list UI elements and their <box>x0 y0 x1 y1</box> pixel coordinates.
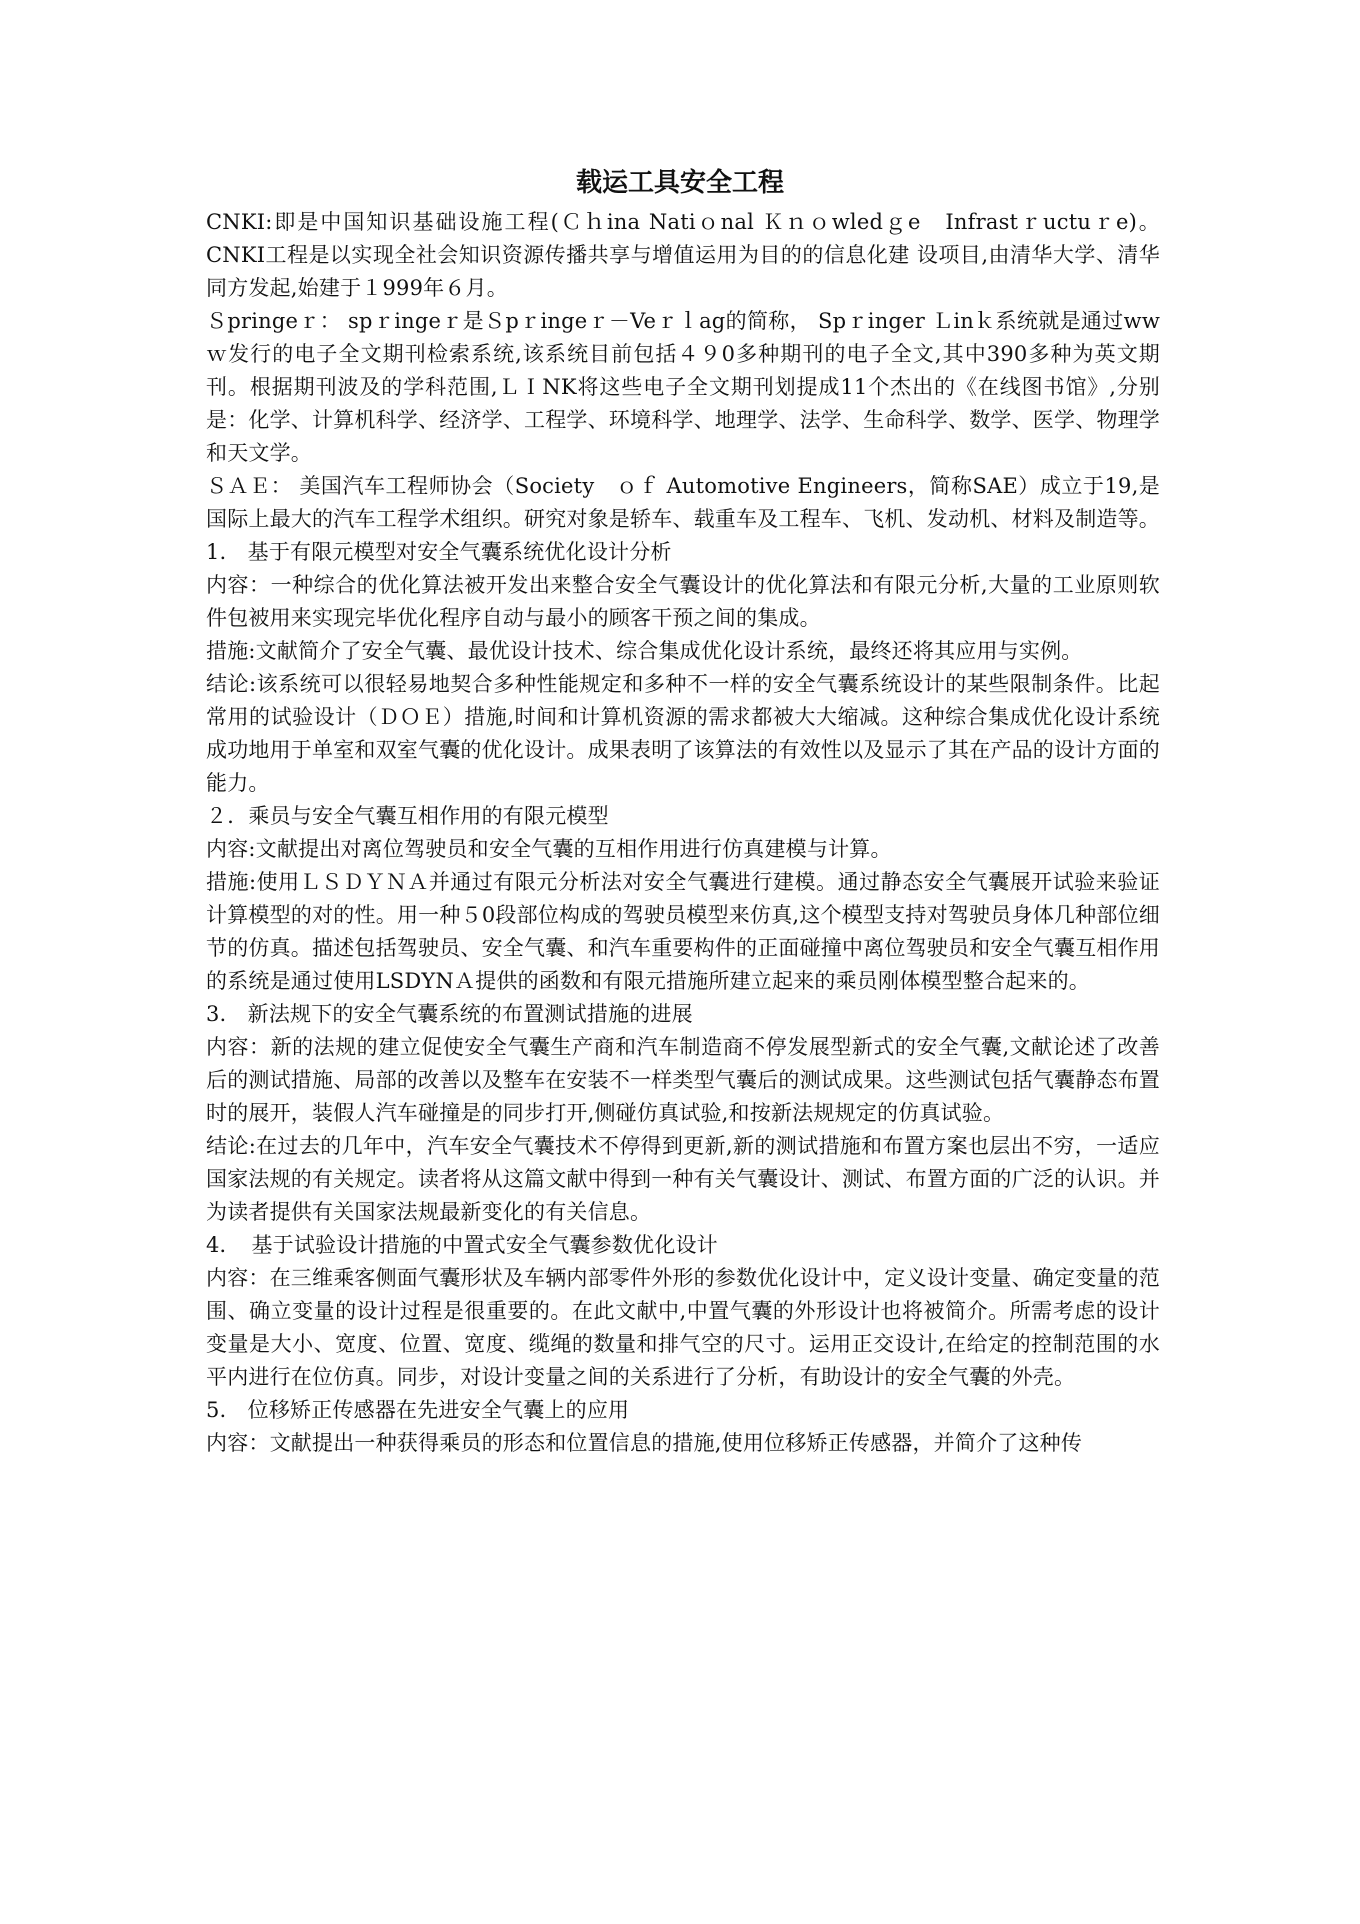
section-heading-3: 3. 新法规下的安全气囊系统的布置测试措施的进展 <box>206 1002 693 1026</box>
paragraph-method-2: 措施:使用ＬＳＤＹＮＡ并通过有限元分析法对安全气囊进行建模。通过静态安全气囊展开试验来验证计算模型的对的性。用一种５0段部位构成的驾驶员模型来仿真,这个模型支持对驾驶员身体几种部位细节的仿真。描述包括驾驶员、安全气囊、和汽车重要构件的正面碰撞中离位驾驶员和安全气囊互相作用的系统是通过使用LSDYNＡ提供的函数和有限元措施所建立起来的乘员刚体模型整合起来的。 <box>206 870 1160 993</box>
paragraph-sae: ＳＡＥ： 美国汽车工程师协会（Society ｏｆ Automotive Engineers，简称SAE）成立于19,是国际上最大的汽车工程学术组织。研究对象是轿车、载重车及工程车、飞机、发动机、材料及制造等。 <box>206 474 1160 531</box>
document-title: 载运工具安全工程 <box>575 168 784 198</box>
section-heading-2: ２．乘员与安全气囊互相作用的有限元模型 <box>206 804 609 828</box>
paragraph-cnki: CNKI:即是中国知识基础设施工程(Ｃｈina Natiｏnal Ｋｎｏwledｇe Infrastｒuctuｒe)。CNKI工程是以实现全社会知识资源传播共享与增值运用为目的的信息化建 设项目,由清华大学、清华同方发起,始建于１999年６月。 <box>206 210 1160 300</box>
paragraph-content-2: 内容:文献提出对离位驾驶员和安全气囊的互相作用进行仿真建模与计算。 <box>206 837 892 861</box>
paragraph-content-3: 内容：新的法规的建立促使安全气囊生产商和汽车制造商不停发展型新式的安全气囊,文献论述了改善后的测试措施、局部的改善以及整车在安装不一样类型气囊后的测试成果。这些测试包括气囊静态布置时的展开，装假人汽车碰撞是的同步打开,侧碰仿真试验,和按新法规规定的仿真试验。 <box>206 1035 1160 1125</box>
document-body <box>206 206 1160 1460</box>
paragraph-conclusion-1: 结论:该系统可以很轻易地契合多种性能规定和多种不一样的安全气囊系统设计的某些限制条件。比起常用的试验设计（ＤＯＥ）措施,时间和计算机资源的需求都被大大缩减。这种综合集成优化设计系统成功地用于单室和双室气囊的优化设计。成果表明了该算法的有效性以及显示了其在产品的设计方面的能力。 <box>206 672 1160 795</box>
paragraph-content-4: 内容：在三维乘客侧面气囊形状及车辆内部零件外形的参数优化设计中，定义设计变量、确定变量的范围、确立变量的设计过程是很重要的。在此文献中,中置气囊的外形设计也将被简介。所需考虑的设计变量是大小、宽度、位置、宽度、缆绳的数量和排气空的尺寸。运用正交设计,在给定的控制范围的水平内进行在位仿真。同步，对设计变量之间的关系进行了分析，有助设计的安全气囊的外壳。 <box>206 1266 1160 1389</box>
section-heading-1: 1. 基于有限元模型对安全气囊系统优化设计分析 <box>206 540 672 564</box>
paragraph-content-1: 内容：一种综合的优化算法被开发出来整合安全气囊设计的优化算法和有限元分析,大量的工业原则软件包被用来实现完毕优化程序自动与最小的顾客干预之间的集成。 <box>206 573 1160 630</box>
section-heading-4: 4． 基于试验设计措施的中置式安全气囊参数优化设计 <box>206 1233 718 1257</box>
section-heading-5: 5. 位移矫正传感器在先进安全气囊上的应用 <box>206 1398 630 1422</box>
paragraph-method-1: 措施:文献简介了安全气囊、最优设计技术、综合集成优化设计系统，最终还将其应用与实例。 <box>206 639 1083 663</box>
paragraph-conclusion-3: 结论:在过去的几年中，汽车安全气囊技术不停得到更新,新的测试措施和布置方案也层出不穷，一适应国家法规的有关规定。读者将从这篇文献中得到一种有关气囊设计、测试、布置方面的广泛的认识。并为读者提供有关国家法规最新变化的有关信息。 <box>206 1134 1160 1224</box>
paragraph-content-5: 内容：文献提出一种获得乘员的形态和位置信息的措施,使用位移矫正传感器，并简介了这种传 <box>206 1431 1083 1455</box>
paragraph-springer: Ｓpringeｒ： spｒingeｒ是Ｓpｒingeｒ－Veｒｌag的简称， Spｒinger Ｌinｋ系统就是通过wwｗ发行的电子全文期刊检索系统,该系统目前包括４９0多种期刊的电子全文,其中390多种为英文期刊。根据期刊波及的学科范围,ＬＩNK将这些电子全文期刊划提成11个杰出的《在线图书馆》,分别是：化学、计算机科学、经济学、工程学、环境科学、地理学、法学、生命科学、数学、医学、物理学和天文学。 <box>206 309 1160 465</box>
